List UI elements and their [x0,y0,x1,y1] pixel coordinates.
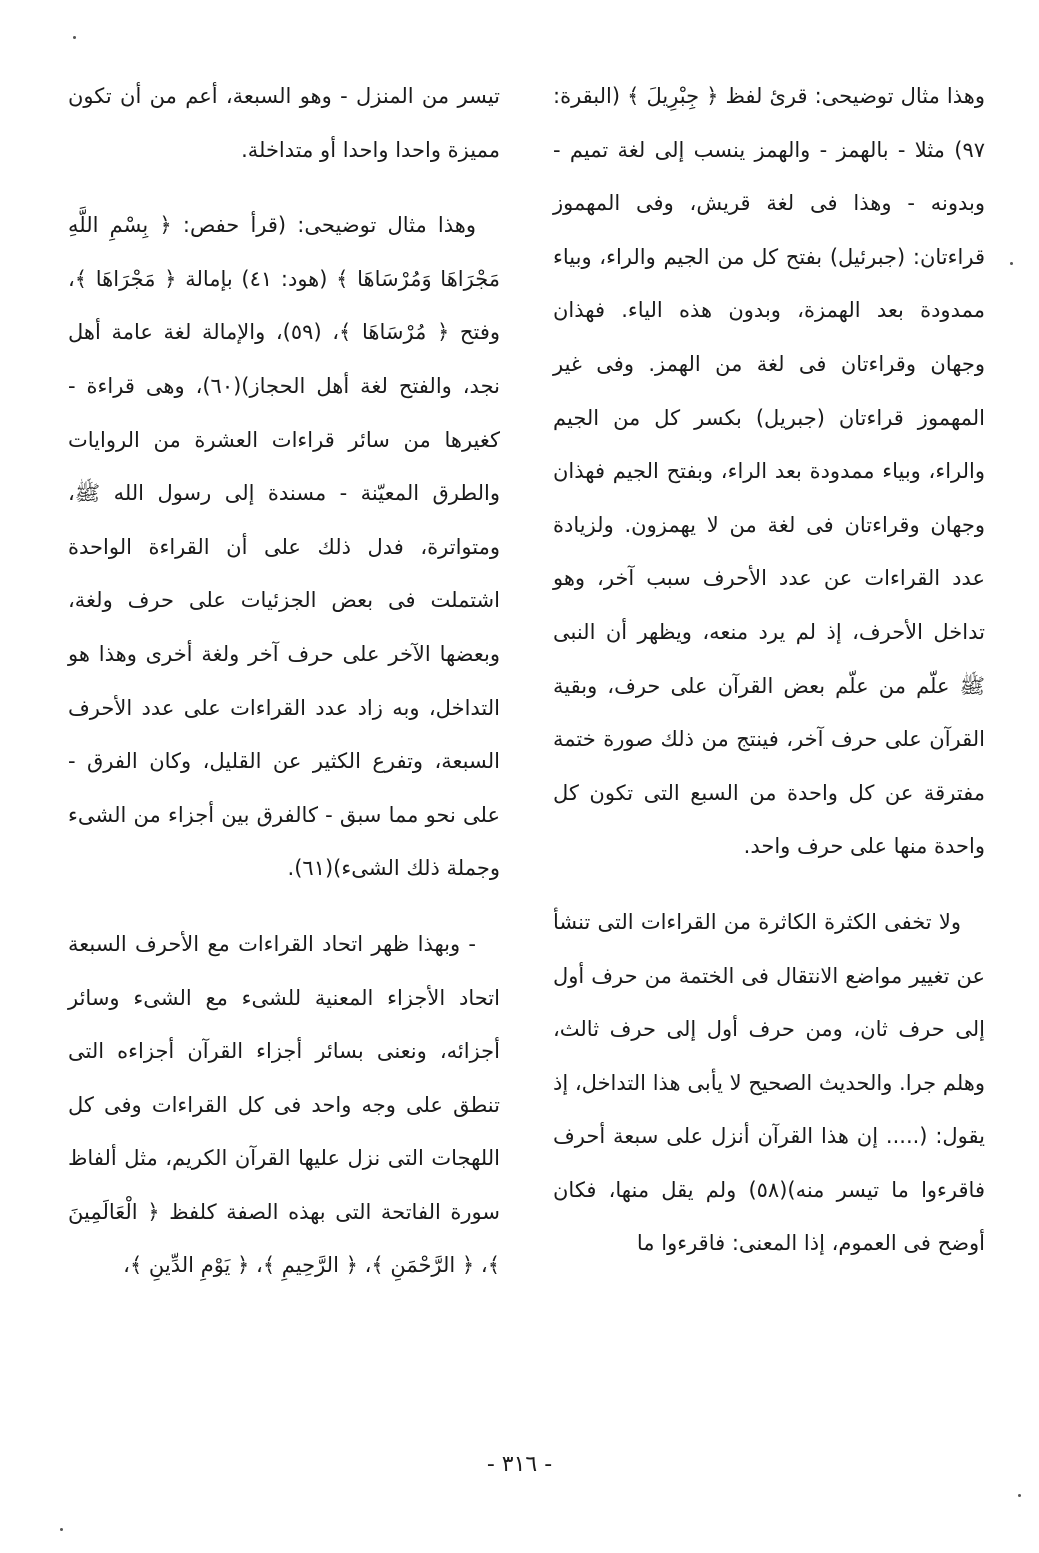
paragraph: ولا تخفى الكثرة الكاثرة من القراءات التى تنشأ عن تغيير مواضع الانتقال فى الختمة من حرف أول إلى حرف ثان، ومن حرف أول إلى حرف ثالث، وهلم جرا. والحديث الصحيح لا يأبى هذا التداخل، إذ يقول: (..... إن هذا القرآن أنزل على سبعة أحرف فاقرءوا ما تيسر منه)(٥٨) ولم يقل منها، فكان أوضح فى العموم، إذا المعنى: فاقرءوا ما [553,909,985,1256]
paragraph-gap [68,177,500,199]
right-column [553,70,985,1271]
paragraph: وهذا مثال توضيحى: (قرأ حفص: ﴿ بِسْمِ اللَّهِ مَجْرَاهَا وَمُرْسَاهَا ﴾ (هود: ٤١) بإمالة ﴿ مَجْرَاهَا ﴾، وفتح ﴿ مُرْسَاهَا ﴾، (٥٩)، والإمالة لغة عامة أهل نجد، والفتح لغة أهل الحجاز)(٦٠)، وهى قراءة - كغيرها من سائر قراءات العشرة من الروايات والطرق المعيّنة - مسندة إلى رسول الله ﷺ، ومتواترة، فدل ذلك على أن القراءة الواحدة اشتملت فى بعض الجزئيات على حرف ولغة، وبعضها الآخر على حرف آخر ولغة أخرى وهذا هو التداخل، وبه زاد عدد القراءات على عدد الأحرف السبعة، وتفرع الكثير عن القليل، وكان الفرق - على نحو مما سبق - كالفرق بين أجزاء من الشىء وجملة ذلك الشىء)(٦١). [68,213,500,881]
page-number: - ٣١٦ - [486,1452,553,1477]
scan-speck [1018,1494,1021,1497]
paragraph: تيسر من المنزل - وهو السبعة، أعم من أن تكون مميزة واحدا واحدا أو متداخلة. [68,84,500,162]
paragraph: - وبهذا ظهر اتحاد القراءات مع الأحرف السبعة اتحاد الأجزاء المعنية للشىء مع الشىء وسائر أجزائه، ونعنى بسائر أجزاء القرآن أجزاءه التى تنطق على وجه واحد فى كل القراءات وفى كل اللهجات التى نزل عليها القرآن الكريم، مثل ألفاظ سورة الفاتحة التى بهذه الصفة كلفظ ﴿ الْعَالَمِينَ ﴾، ﴿ الرَّحْمَنِ ﴾، ﴿ الرَّحِيمِ ﴾، ﴿ يَوْمِ الدِّينِ ﴾، [68,931,500,1278]
scan-speck [60,1528,63,1531]
left-column [68,70,500,1293]
scan-speck [1010,262,1013,265]
paragraph-gap [553,874,985,896]
scan-speck [73,36,76,39]
paragraph: وهذا مثال توضيحى: قرئ لفظ ﴿ جِبْرِيلَ ﴾ (البقرة: ٩٧) مثلا - بالهمز - والهمز ينسب إلى لغة تميم - وبدونه - وهذا فى لغة قريش، وفى المهموز قراءتان: (جبرئيل) بفتح كل من الجيم والراء، وبياء ممدودة بعد الهمزة، وبدون هذه الياء. فهذان وجهان وقراءتان فى لغة من الهمز. وفى غير المهموز قراءتان (جبريل) بكسر كل من الجيم والراء، وبياء ممدودة بعد الراء، وبفتح الجيم فهذان وجهان وقراءتان فى لغة من لا يهمزون. ولزيادة عدد القراءات عن عدد الأحرف سبب آخر، وهو تداخل الأحرف، إذ لم يرد منعه، ويظهر أن النبى ﷺ علّم من علّم بعض القرآن على حرف، وبقية القرآن على حرف آخر، فينتج من ذلك صورة ختمة مفترقة عن كل واحدة من السبع التى تكون كل واحدة منها على حرف واحد. [553,84,985,859]
paragraph-gap [68,896,500,918]
